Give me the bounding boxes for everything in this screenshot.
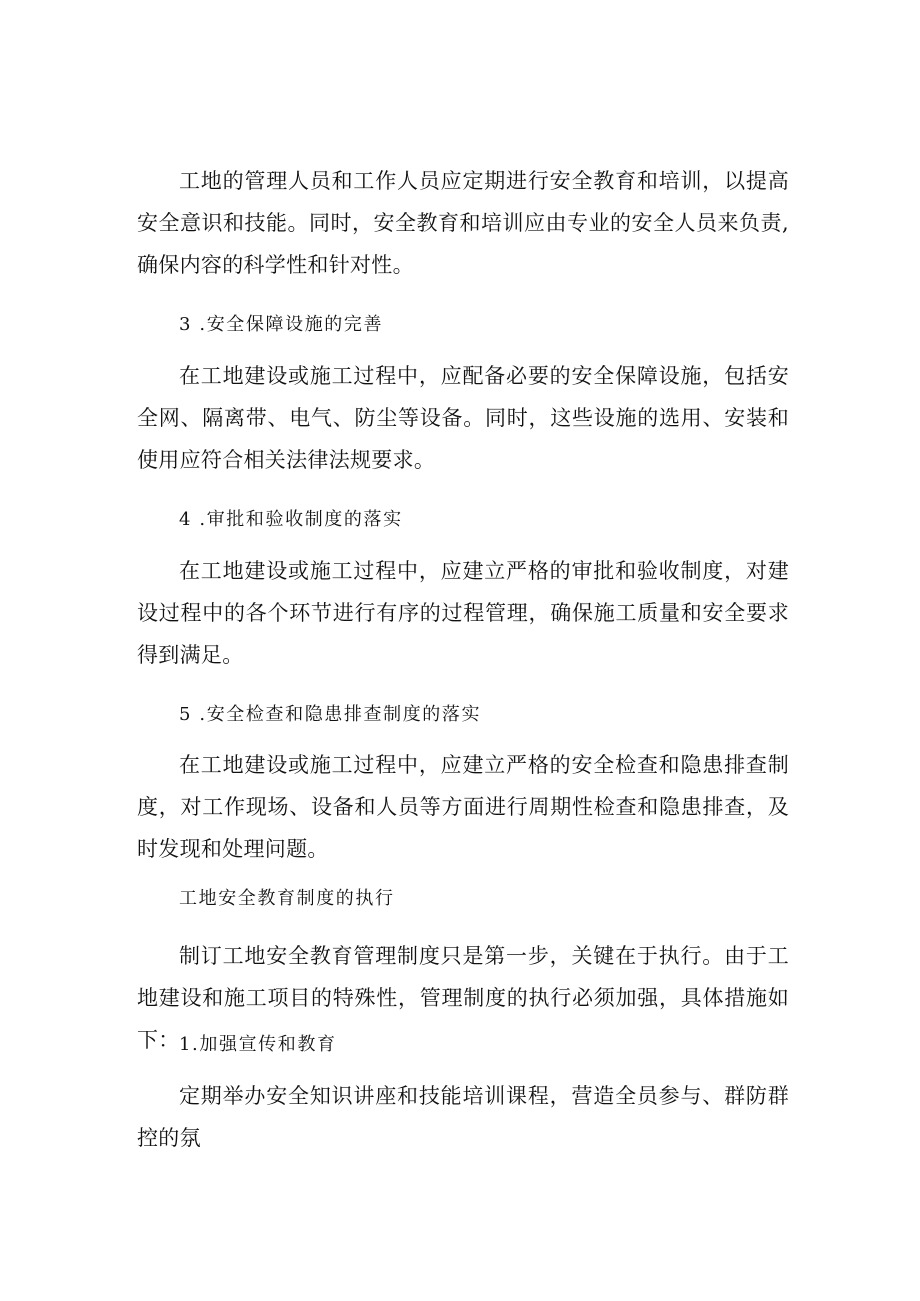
paragraph-publicity-education: 定期举办安全知识讲座和技能培训课程，营造全员参与、群防群控的氛	[137, 1084, 789, 1150]
paragraph-education-execution: 制订工地安全教育管理制度只是第一步，关键在于执行。由于工地建设和施工项目的特殊性，管理制度的执行必须加强，具体措施如下：	[137, 944, 789, 1052]
paragraph-safety-training: 工地的管理人员和工作人员应定期进行安全教育和培训，以提高安全意识和技能。同时，安全教育和培训应由专业的安全人员来负责,确保内容的科学性和针对性。	[137, 169, 789, 277]
heading-approval-acceptance: 4 .审批和验收制度的落实	[179, 509, 403, 530]
heading-hazard-inspection: 5 .安全检查和隐患排查制度的落实	[179, 704, 482, 725]
heading-safety-facilities: 3 .安全保障设施的完善	[179, 314, 384, 335]
heading-publicity-education: 1.加强宣传和教育	[179, 1034, 337, 1055]
paragraph-hazard-inspection: 在工地建设或施工过程中，应建立严格的安全检查和隐患排查制度，对工作现场、设备和人员等方面进行周期性检查和隐患排查，及时发现和处理问题。	[137, 753, 789, 861]
paragraph-approval-acceptance: 在工地建设或施工过程中，应建立严格的审批和验收制度，对建设过程中的各个环节进行有序的过程管理，确保施工质量和安全要求得到满足。	[137, 559, 789, 667]
paragraph-safety-facilities: 在工地建设或施工过程中，应配备必要的安全保障设施，包括安全网、隔离带、电气、防尘等设备。同时，这些设施的选用、安装和使用应符合相关法律法规要求。	[137, 364, 789, 472]
heading-education-execution: 工地安全教育制度的执行	[179, 888, 395, 909]
